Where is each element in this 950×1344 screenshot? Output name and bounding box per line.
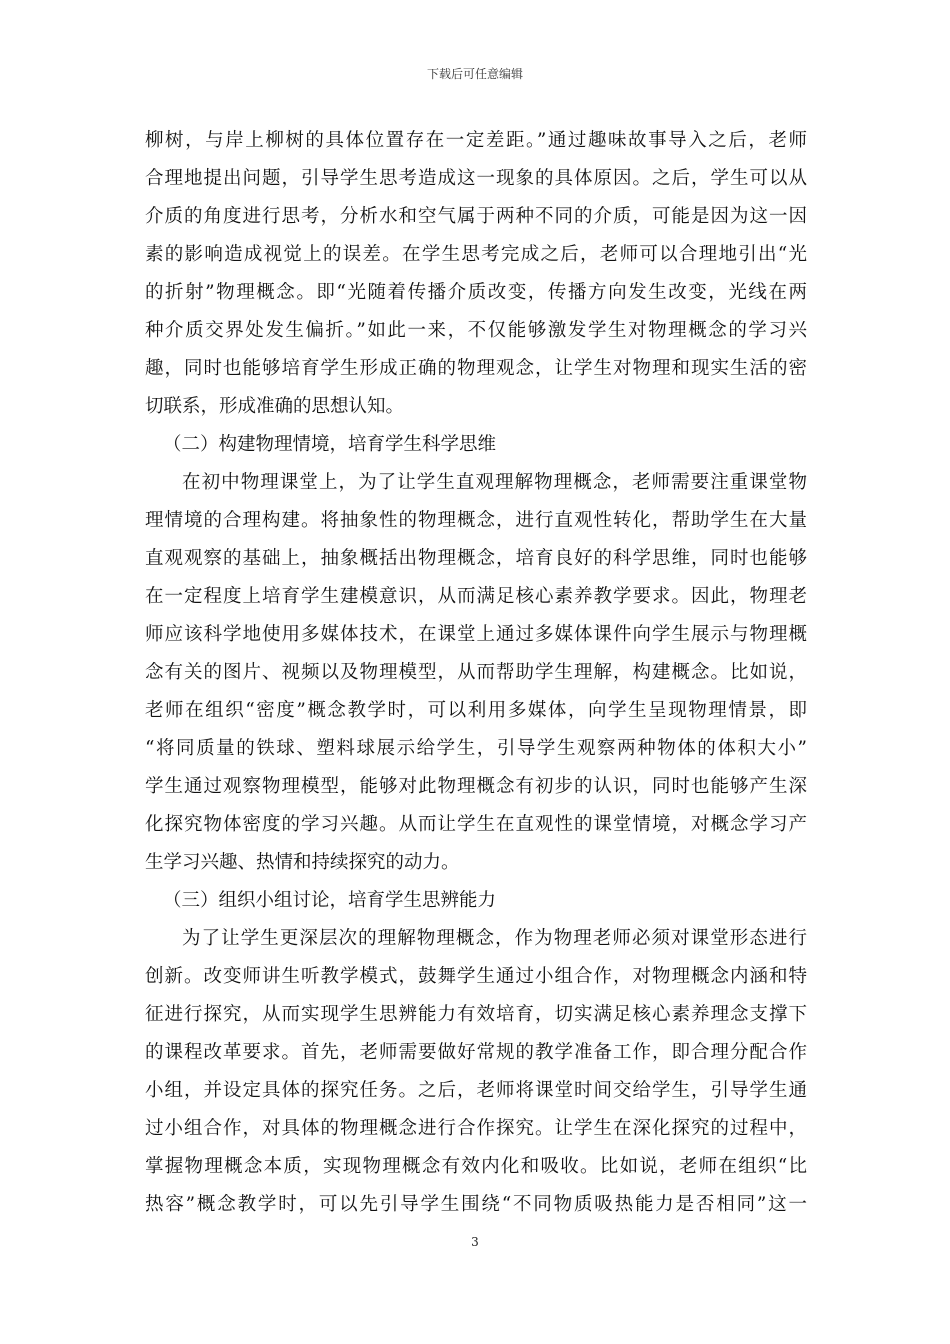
text-line: 的折射”物理概念。即“光随着传播介质改变，传播方向发生改变，光线在两 [145,282,807,303]
page-number: 3 [471,1235,479,1249]
text-line: 种介质交界处发生偏折。”如此一来，不仅能够激发学生对物理概念的学习兴 [145,320,807,341]
text-line: 在一定程度上培育学生建模意识，从而满足核心素养教学要求。因此，物理老 [145,586,807,607]
text-line: 的课程改革要求。首先，老师需要做好常规的教学准备工作，即合理分配合作 [145,1042,807,1063]
text-line: 师应该科学地使用多媒体技术，在课堂上通过多媒体课件向学生展示与物理概 [145,624,807,645]
section-heading: （三）组织小组讨论，培育学生思辨能力 [163,890,497,911]
text-line: 切联系，形成准确的思想认知。 [145,396,405,417]
text-line: 柳树，与岸上柳树的具体位置存在一定差距。”通过趣味故事导入之后，老师 [145,130,807,151]
section-heading: （二）构建物理情境，培育学生科学思维 [163,434,497,455]
body-text [145,122,807,1224]
text-line: 化探究物体密度的学习兴趣。从而让学生在直观性的课堂情境，对概念学习产 [145,814,807,835]
text-line: 老师在组织“密度”概念教学时，可以利用多媒体，向学生呈现物理情景，即 [145,700,807,721]
text-line: 素的影响造成视觉上的误差。在学生思考完成之后，老师可以合理地引出“光 [145,244,807,265]
text-line: 念有关的图片、视频以及物理模型，从而帮助学生理解，构建概念。比如说， [145,662,807,683]
text-line: 介质的角度进行思考，分析水和空气属于两种不同的介质，可能是因为这一因 [145,206,807,227]
text-line: “将同质量的铁球、塑料球展示给学生，引导学生观察两种物体的体积大小” [145,738,807,759]
text-line: 热容”概念教学时，可以先引导学生围绕“不同物质吸热能力是否相同”这一 [145,1194,807,1215]
text-line: 学生通过观察物理模型，能够对此物理概念有初步的认识，同时也能够产生深 [145,776,807,797]
text-line: 小组，并设定具体的探究任务。之后，老师将课堂时间交给学生，引导学生通 [145,1080,807,1101]
text-line: 创新。改变师讲生听教学模式，鼓舞学生通过小组合作，对物理概念内涵和特 [145,966,807,987]
text-line: 合理地提出问题，引导学生思考造成这一现象的具体原因。之后，学生可以从 [145,168,807,189]
text-line: 掌握物理概念本质，实现物理概念有效内化和吸收。比如说，老师在组织“比 [145,1156,807,1177]
page-header: 下载后可任意编辑 [426,67,523,81]
text-line: 直观观察的基础上，抽象概括出物理概念，培育良好的科学思维，同时也能够 [145,548,807,569]
text-line: 征进行探究，从而实现学生思辨能力有效培育，切实满足核心素养理念支撑下 [145,1004,807,1025]
text-line: 趣，同时也能够培育学生形成正确的物理观念，让学生对物理和现实生活的密 [145,358,807,379]
text-line: 过小组合作，对具体的物理概念进行合作探究。让学生在深化探究的过程中， [145,1118,807,1139]
paragraph-first-line: 为了让学生更深层次的理解物理概念，作为物理老师必须对课堂形态进行 [182,928,807,949]
text-line: 理情境的合理构建。将抽象性的物理概念，进行直观性转化，帮助学生在大量 [145,510,807,531]
text-line: 生学习兴趣、热情和持续探究的动力。 [145,852,460,873]
paragraph-first-line: 在初中物理课堂上，为了让学生直观理解物理概念，老师需要注重课堂物 [182,472,807,493]
